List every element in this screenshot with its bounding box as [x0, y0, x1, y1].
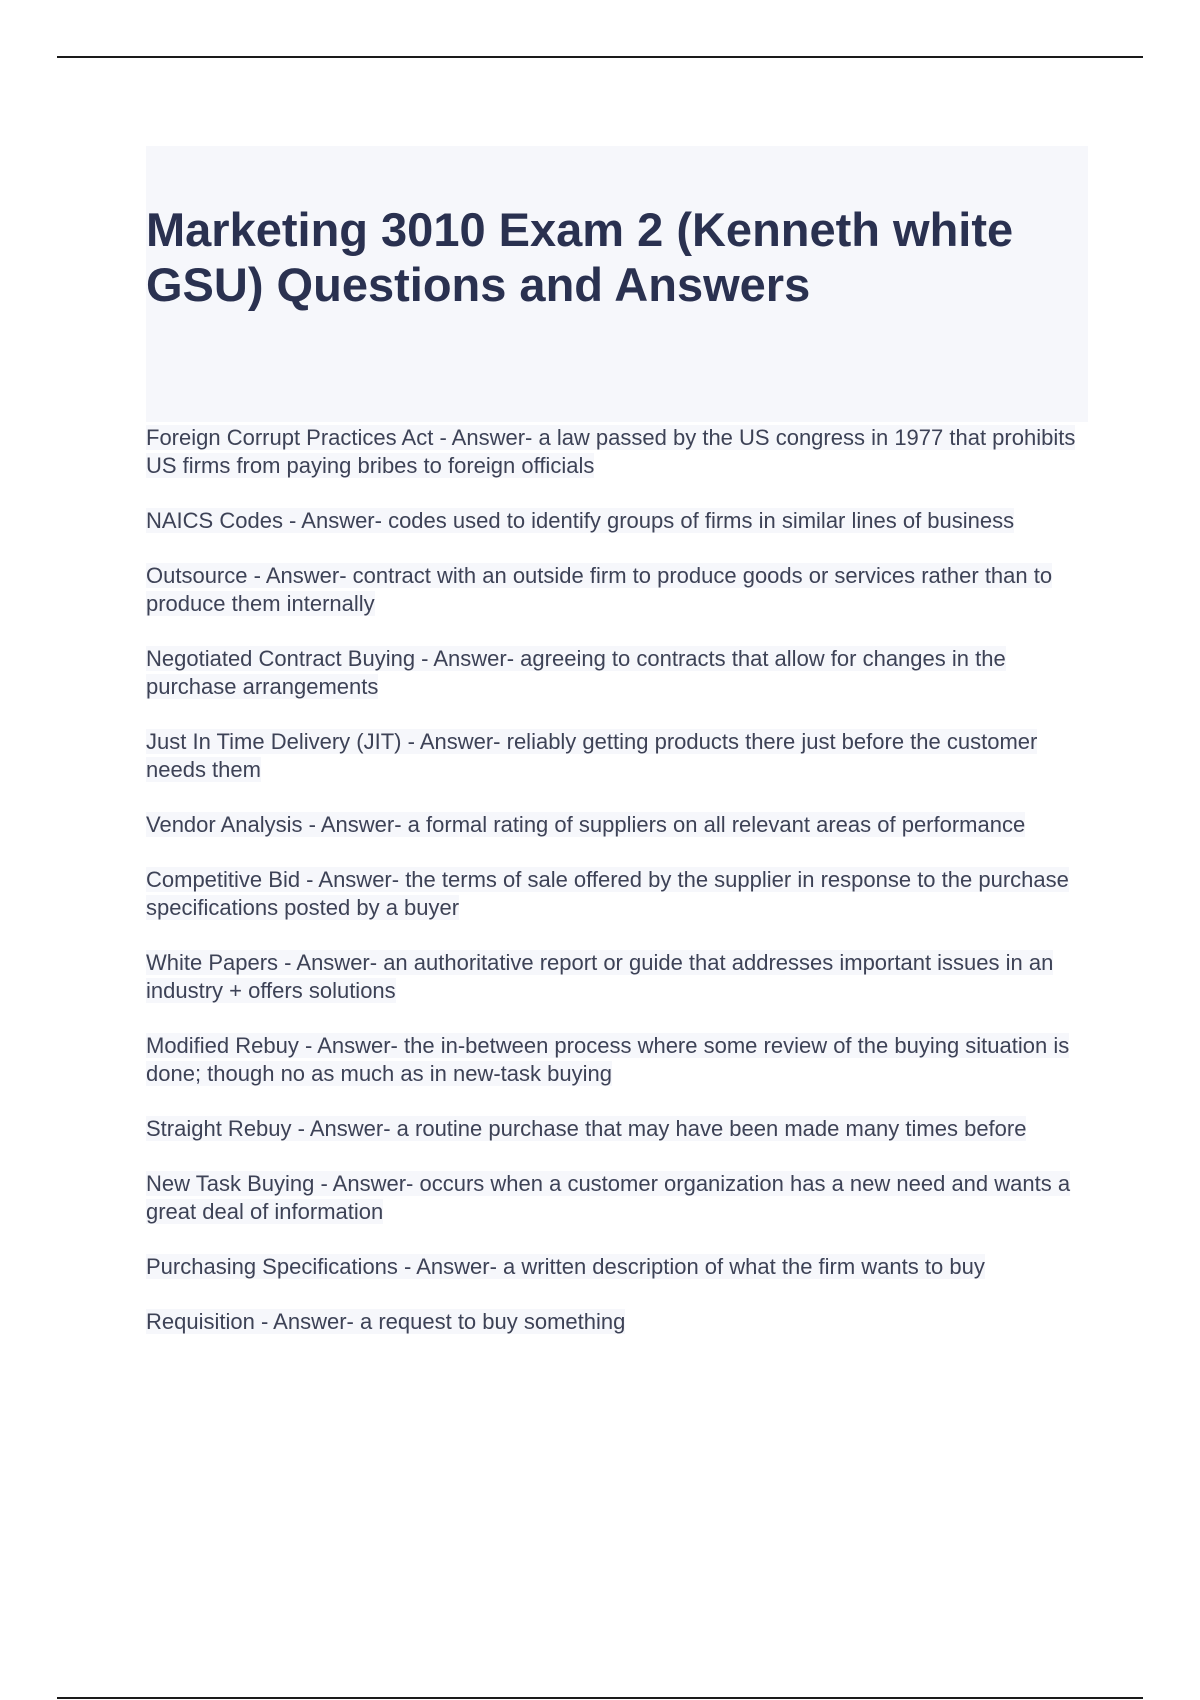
qa-entry-text: Just In Time Delivery (JIT) - Answer- reliably getting products there just before the customer needs them [146, 729, 1038, 782]
qa-entry [146, 728, 1088, 784]
qa-entry [146, 1170, 1088, 1226]
qa-entry [146, 866, 1088, 922]
qa-entry-text: Straight Rebuy - Answer- a routine purchase that may have been made many times before [146, 1116, 1027, 1141]
qa-entry [146, 1308, 1088, 1336]
qa-entry-text: Foreign Corrupt Practices Act - Answer- a law passed by the US congress in 1977 that prohibits US firms from paying bribes to foreign officials [146, 425, 1076, 478]
qa-entry-text: Modified Rebuy - Answer- the in-between process where some review of the buying situation is done; though no as much as in new-task buying [146, 1033, 1070, 1086]
qa-entry [146, 1032, 1088, 1088]
bottom-rule [57, 1697, 1143, 1699]
qa-entry-text: Purchasing Specifications - Answer- a written description of what the firm wants to buy [146, 1254, 985, 1279]
qa-list [146, 424, 1088, 1363]
qa-entry [146, 1253, 1088, 1281]
top-rule [57, 56, 1143, 58]
qa-entry-text: Requisition - Answer- a request to buy something [146, 1309, 626, 1334]
qa-entry [146, 645, 1088, 701]
document-title: Marketing 3010 Exam 2 (Kenneth white GSU) Questions and Answers [146, 203, 1014, 311]
qa-entry-text: Outsource - Answer- contract with an outside firm to produce goods or services rather than to produce them internally [146, 563, 1053, 616]
qa-entry [146, 562, 1088, 618]
qa-entry-text: NAICS Codes - Answer- codes used to identify groups of firms in similar lines of business [146, 508, 1015, 533]
qa-entry-text: Vendor Analysis - Answer- a formal rating of suppliers on all relevant areas of performance [146, 812, 1026, 837]
qa-entry [146, 949, 1088, 1005]
qa-entry-text: New Task Buying - Answer- occurs when a customer organization has a new need and wants a great deal of information [146, 1171, 1071, 1224]
qa-entry [146, 811, 1088, 839]
qa-entry [146, 1115, 1088, 1143]
title-block [146, 146, 1088, 422]
qa-entry-text: White Papers - Answer- an authoritative report or guide that addresses important issues in an industry + offers solutions [146, 950, 1054, 1003]
qa-entry-text: Competitive Bid - Answer- the terms of sale offered by the supplier in response to the purchase specifications posted by a buyer [146, 867, 1069, 920]
qa-entry [146, 424, 1088, 480]
qa-entry [146, 507, 1088, 535]
qa-entry-text: Negotiated Contract Buying - Answer- agreeing to contracts that allow for changes in the purchase arrangements [146, 646, 1006, 699]
